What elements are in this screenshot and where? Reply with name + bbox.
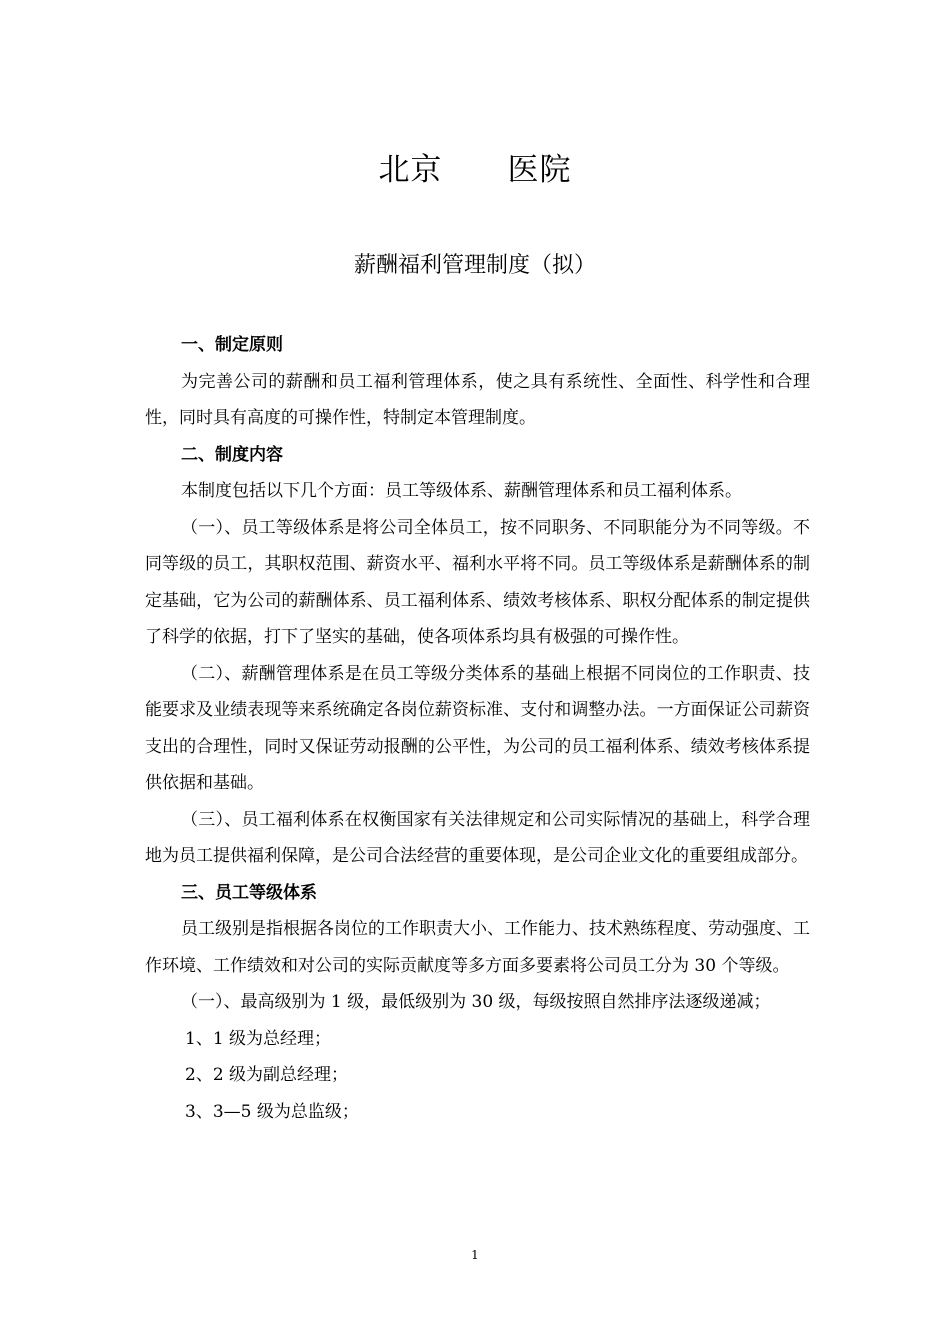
paragraph: （一）、最高级别为 1 级，最低级别为 30 级，每级按照自然排序法逐级递减； [181, 992, 771, 1012]
paragraph: 本制度包括以下几个方面：员工等级体系、薪酬管理体系和员工福利体系。 [181, 481, 742, 501]
paragraph: （二）、薪酬管理体系是在员工等级分类体系的基础上根据不同岗位的工作职责、技能要求及业绩表现等来系统确定各岗位薪资标准、支付和调整办法。一方面保证公司薪资支出的合理性，同时又保证劳动报酬的公平性，为公司的员工福利体系、绩效考核体系提供依据和基础。 [145, 663, 810, 793]
document-title: 北京 医院 [378, 152, 572, 188]
page-number: 1 [471, 1248, 479, 1262]
paragraph: 员工级别是指根据各岗位的工作职责大小、工作能力、技术熟练程度、劳动强度、工作环境、工作绩效和对公司的实际贡献度等多方面多要素将公司员工分为 30 个等级。 [145, 919, 810, 976]
list-item: 1、1 级为总经理； [185, 1028, 332, 1049]
section-heading: 三、员工等级体系 [181, 882, 317, 903]
section-heading: 二、制度内容 [181, 444, 283, 465]
list-item: 3、3—5 级为总监级； [185, 1101, 359, 1122]
paragraph: （一）、员工等级体系是将公司全体员工，按不同职务、不同职能分为不同等级。不同等级的员工，其职权范围、薪资水平、福利水平将不同。员工等级体系是薪酬体系的制定基础，它为公司的薪酬体系、员工福利体系、绩效考核体系、职权分配体系的制定提供了科学的依据，打下了坚实的基础，使各项体系均具有极强的可操作性。 [145, 517, 810, 647]
document-subtitle: 薪酬福利管理制度（拟） [353, 253, 596, 278]
document-body [145, 327, 810, 1130]
list-item: 2、2 级为副总经理； [185, 1065, 349, 1085]
section-heading: 一、制定原则 [181, 335, 283, 355]
paragraph: （三）、员工福利体系在权衡国家有关法律规定和公司实际情况的基础上，科学合理地为员工提供福利保障，是公司合法经营的重要体现，是公司企业文化的重要组成部分。 [145, 809, 810, 866]
paragraph: 为完善公司的薪酬和员工福利管理体系，使之具有系统性、全面性、科学性和合理性，同时具有高度的可操作性，特制定本管理制度。 [145, 371, 810, 428]
